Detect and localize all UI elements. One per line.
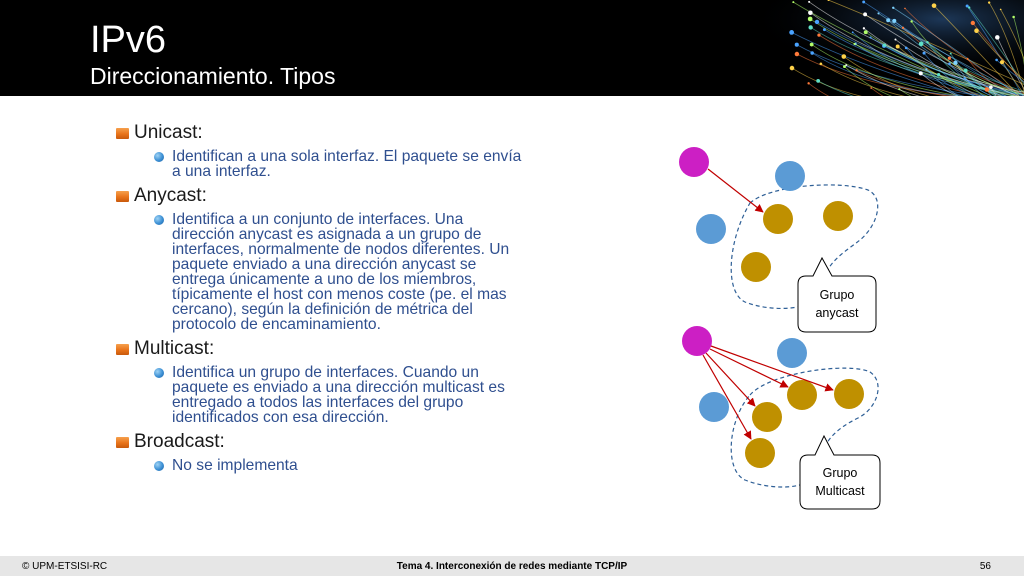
bullet-anycast <box>116 185 616 207</box>
multicast-member-node <box>745 438 775 468</box>
anycast-source-node <box>679 147 709 177</box>
blue-dot-bullet-icon <box>154 461 164 471</box>
multicast-member-node <box>834 379 864 409</box>
bullet-heading: Unicast: <box>134 122 203 143</box>
slide-footer <box>0 556 1024 576</box>
anycast-member-node <box>763 204 793 234</box>
host-node <box>696 214 726 244</box>
bullet-detail: Identifican a una sola interfaz. El paquete se envía a una interfaz. <box>172 148 522 180</box>
sub-bullet-unicast <box>116 149 616 179</box>
bullet-detail: Identifica un grupo de interfaces. Cuando un paquete es enviado a una dirección multicast es entregado a todos las interfaces del grupo identificados con esa dirección. <box>172 364 505 426</box>
bullet-broadcast <box>116 431 616 453</box>
sub-bullet-broadcast <box>116 458 616 473</box>
sub-bullet-anycast <box>116 212 616 332</box>
bullet-heading: Multicast: <box>134 338 215 359</box>
slide-subtitle: Direccionamiento. Tipos <box>90 63 336 89</box>
anycast-member-node <box>823 201 853 231</box>
host-node <box>777 338 807 368</box>
footer-course-title: Tema 4. Interconexión de redes mediante TCP/IP <box>396 561 628 572</box>
slide-title: IPv6 <box>90 19 167 61</box>
blue-dot-bullet-icon <box>154 215 164 225</box>
footer-page-number: 56 <box>979 561 991 572</box>
host-node <box>699 392 729 422</box>
callout-line: anycast <box>815 306 859 320</box>
multicast-arrow <box>710 349 788 387</box>
bullet-list <box>116 122 616 473</box>
bullet-heading: Broadcast: <box>134 431 225 452</box>
orange-square-bullet-icon <box>116 128 129 139</box>
multicast-source-node <box>682 326 712 356</box>
orange-square-bullet-icon <box>116 191 129 202</box>
bullet-unicast <box>116 122 616 144</box>
multicast-arrow <box>711 346 833 390</box>
anycast-member-node <box>741 252 771 282</box>
host-node <box>775 161 805 191</box>
bullet-detail: No se implementa <box>172 457 298 474</box>
callout-line: Multicast <box>815 484 865 498</box>
orange-square-bullet-icon <box>116 437 129 448</box>
footer-copyright: © UPM-ETSISI-RC <box>22 561 108 572</box>
addressing-diagram <box>640 130 900 530</box>
slide-header <box>0 0 1024 96</box>
multicast-member-node <box>787 380 817 410</box>
callout-line: Grupo <box>819 288 855 302</box>
blue-dot-bullet-icon <box>154 368 164 378</box>
sub-bullet-multicast <box>116 365 616 425</box>
orange-square-bullet-icon <box>116 344 129 355</box>
bullet-multicast <box>116 338 616 360</box>
bullet-heading: Anycast: <box>134 185 207 206</box>
multicast-member-node <box>752 402 782 432</box>
bullet-detail: Identifica a un conjunto de interfaces. Una dirección anycast es asignada a un grupo de interfaces, normalmente de nodos diferentes. Un paquete enviado a una dirección anycast se entrega únicamente a uno de los miembros, típicamente el host con menos coste (pe. el mas cercano), según la definición de métrica del protocolo de encaminamiento. <box>172 211 510 333</box>
callout-grupo-multicast <box>800 436 880 509</box>
anycast-arrow <box>708 169 763 212</box>
blue-dot-bullet-icon <box>154 152 164 162</box>
callout-grupo-anycast <box>798 258 876 332</box>
callout-line: Grupo <box>822 466 858 480</box>
